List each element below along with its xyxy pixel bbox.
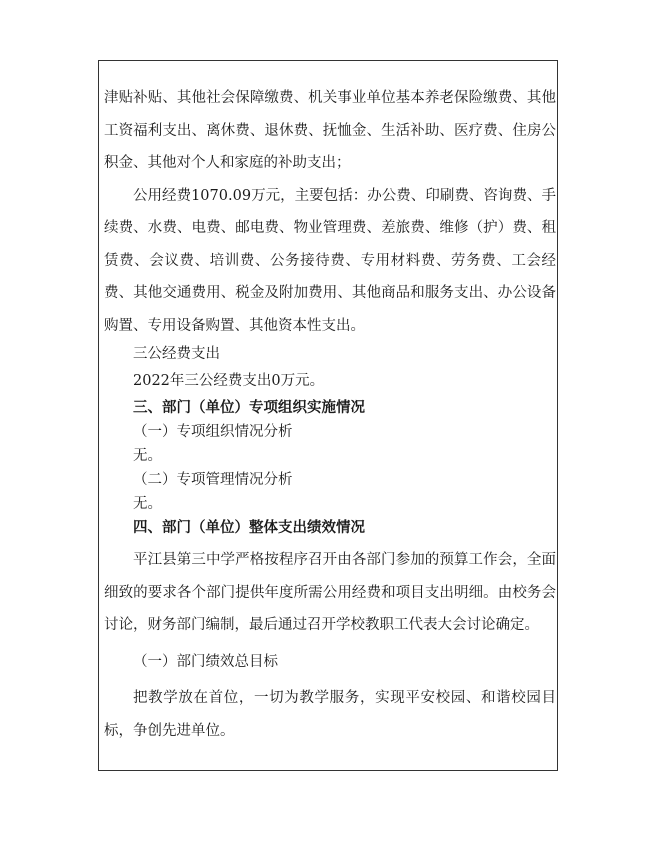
subheading-special-management: （二）专项管理情况分析 — [133, 472, 293, 488]
paragraph-performance-goal: 把教学放在首位，一切为教学服务，实现平安校园、和谐校园目标，争创先进单位。 — [104, 690, 556, 739]
text-none-2: 无。 — [133, 496, 162, 512]
paragraph-public-expenses: 公用经费1070.09万元，主要包括：办公费、印刷费、咨询费、手续费、水费、电费、邮电费、物业管理费、差旅费、维修（护）费、租赁费、会议费、培训费、公务接待费、专用材料费、劳务费、工会经费、其他交通费用、税金及附加费用、其他商品和服务支出、办公设备购置、专用设备购置、其他资本性支出。 — [104, 187, 556, 334]
document-body — [104, 82, 556, 747]
paragraph-personnel-expenses-continued: 津贴补贴、其他社会保障缴费、机关事业单位基本养老保险缴费、其他工资福利支出、离休费、退休费、抚恤金、生活补助、医疗费、住房公积金、其他对个人和家庭的补助支出； — [104, 90, 556, 171]
text-none-1: 无。 — [133, 448, 162, 464]
label-three-public-expenses: 三公经费支出 — [133, 346, 220, 362]
paragraph-budget-process: 平江县第三中学严格按程序召开由各部门参加的预算工作会，全面细致的要求各个部门提供年度所需公用经费和项目支出明细。由校务会讨论，财务部门编制，最后通过召开学校教职工代表大会讨论确定。 — [104, 552, 556, 633]
subheading-special-organization: （一）专项组织情况分析 — [133, 424, 293, 440]
section-heading-special-projects: 三、部门（单位）专项组织实施情况 — [133, 399, 365, 416]
subheading-performance-goal: （一）部门绩效总目标 — [133, 653, 278, 670]
text-three-public-expenses: 2022年三公经费支出0万元。 — [133, 373, 325, 389]
section-heading-overall-performance: 四、部门（单位）整体支出绩效情况 — [133, 519, 365, 536]
